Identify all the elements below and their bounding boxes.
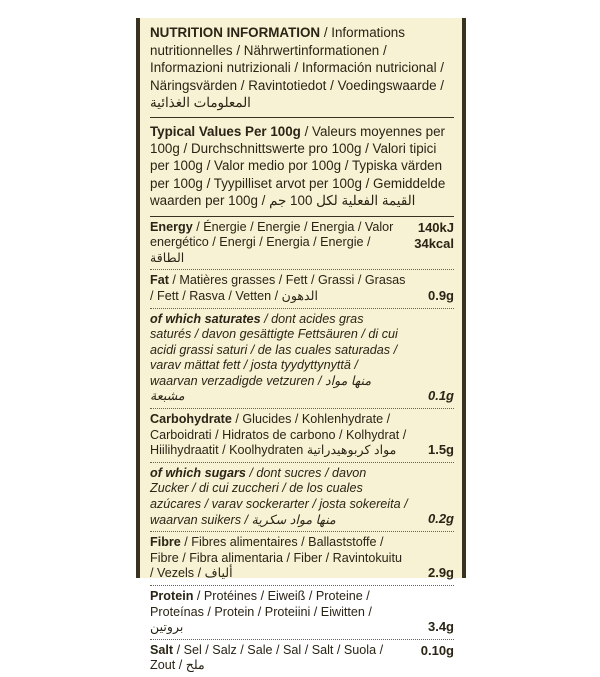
nutrient-name: Fat	[150, 273, 169, 288]
nutrient-row-salt	[150, 640, 454, 677]
nutrition-label	[136, 18, 466, 673]
nutrient-arabic: ألياف	[204, 566, 233, 581]
nutrient-arabic: الطاقة	[150, 250, 185, 265]
nutrient-value: 2.9g	[427, 565, 454, 580]
nutrient-label	[150, 466, 408, 528]
nutrient-value: 3.4g	[427, 618, 454, 634]
energy-kcal-value: 34kcal	[414, 235, 454, 251]
nutrient-value: 0.10g	[420, 642, 454, 658]
nutrient-value: 0.9g	[427, 287, 454, 303]
energy-kj-value: 140kJ	[417, 219, 454, 235]
nutrient-label	[150, 412, 408, 459]
typical-values-header	[150, 118, 454, 217]
nutrient-value: 0.2g	[427, 511, 454, 527]
nutrient-translations: / Protéines / Eiweiß / Proteine / Proteínas / Protein / Proteiini / Eiwitten /	[150, 589, 372, 619]
nutrient-translations: / dont sucres / davon Zucker / di cui zuccheri / de los cuales azúcares / varav sockerarter / josta sokereita / waarvan suikers /	[150, 465, 408, 527]
nutrient-name: Carbohydrate	[150, 412, 232, 427]
nutrient-label	[150, 273, 408, 304]
typical-values-translations: / Valeurs moyennes per 100g / Durchschnittswerte pro 100g / Valori tipici per 100g / Valor medio por 100g / Typiska värden per 100g / Tyypilliset arvot per 100g / Gemiddelde waarden per 100g /	[150, 123, 446, 209]
nutrient-label	[150, 643, 408, 674]
nutrient-label	[150, 535, 408, 582]
typical-values-arabic: القيمة الفعلية لكل 100 جم	[269, 193, 416, 209]
nutrient-row-carbohydrate	[150, 409, 454, 463]
nutrient-row-protein	[150, 586, 454, 640]
nutrient-row-energy	[150, 217, 454, 271]
nutrition-title-translations: / Informations nutritionnelles / Nährwertinformationen / Informazioni nutrizionali / Información nutricional / Näringsvärden / Ravintotiedot / Voedingswaarde /	[150, 25, 445, 93]
nutrient-translations: / Énergie / Energie / Energia / Valor energético / Energi / Energia / Energie /	[150, 219, 394, 250]
nutrient-arabic: منها مواد سكرية	[251, 512, 336, 527]
nutrient-translations: / Fibres alimentaires / Ballaststoffe / Fibre / Fibra alimentaria / Fiber / Ravintokuitu / Vezels /	[150, 535, 402, 581]
nutrient-label	[150, 220, 402, 267]
nutrient-arabic: منها مواد مشبعة	[150, 373, 372, 404]
nutrient-translations: / Matières grasses / Fett / Grassi / Grasas / Fett / Rasva / Vetten /	[150, 273, 406, 303]
nutrition-title: NUTRITION INFORMATION	[150, 25, 321, 40]
nutrient-arabic: بروتين	[150, 620, 184, 635]
nutrient-value: 0.1g	[427, 388, 454, 404]
nutrient-name: Salt	[150, 642, 174, 657]
nutrient-row-sugars	[150, 463, 454, 532]
nutrient-translations: / Glucides / Kohlenhydrate / Carboidrati / Hidratos de carbono / Kolhydrat / Hiilihydraatit / Koolhydraten	[150, 412, 407, 458]
nutrition-title-arabic: المعلومات الغذائية	[150, 95, 251, 110]
nutrient-value: 1.5g	[427, 441, 454, 457]
nutrient-translations: / Sel / Salz / Sale / Sal / Salt / Suola / Zout /	[150, 642, 384, 673]
nutrient-name: Protein	[150, 589, 194, 603]
nutrient-name: of which sugars	[150, 465, 246, 480]
nutrient-arabic: الدهون	[281, 288, 318, 303]
nutrient-row-fibre	[150, 532, 454, 586]
nutrient-name: of which saturates	[150, 311, 261, 326]
nutrient-name: Fibre	[150, 535, 181, 550]
typical-values-title: Typical Values Per 100g	[150, 123, 301, 139]
nutrient-arabic: ملح	[185, 658, 205, 673]
nutrient-row-saturates	[150, 309, 454, 410]
nutrient-row-fat	[150, 270, 454, 308]
nutrition-header	[150, 24, 454, 118]
nutrient-label	[150, 589, 408, 636]
nutrient-name: Energy	[150, 219, 193, 234]
nutrient-translations: / dont acides gras saturés / davon gesättigte Fettsäuren / di cui acidi grassi saturi / de las cuales saturadas / varav mättat fett / josta tyydyttynyttä / waarvan verzadigde vetzuren /	[150, 311, 398, 388]
nutrient-arabic: مواد كربوهيدراتية	[306, 443, 397, 458]
energy-values	[402, 220, 454, 252]
nutrient-label	[150, 312, 408, 406]
